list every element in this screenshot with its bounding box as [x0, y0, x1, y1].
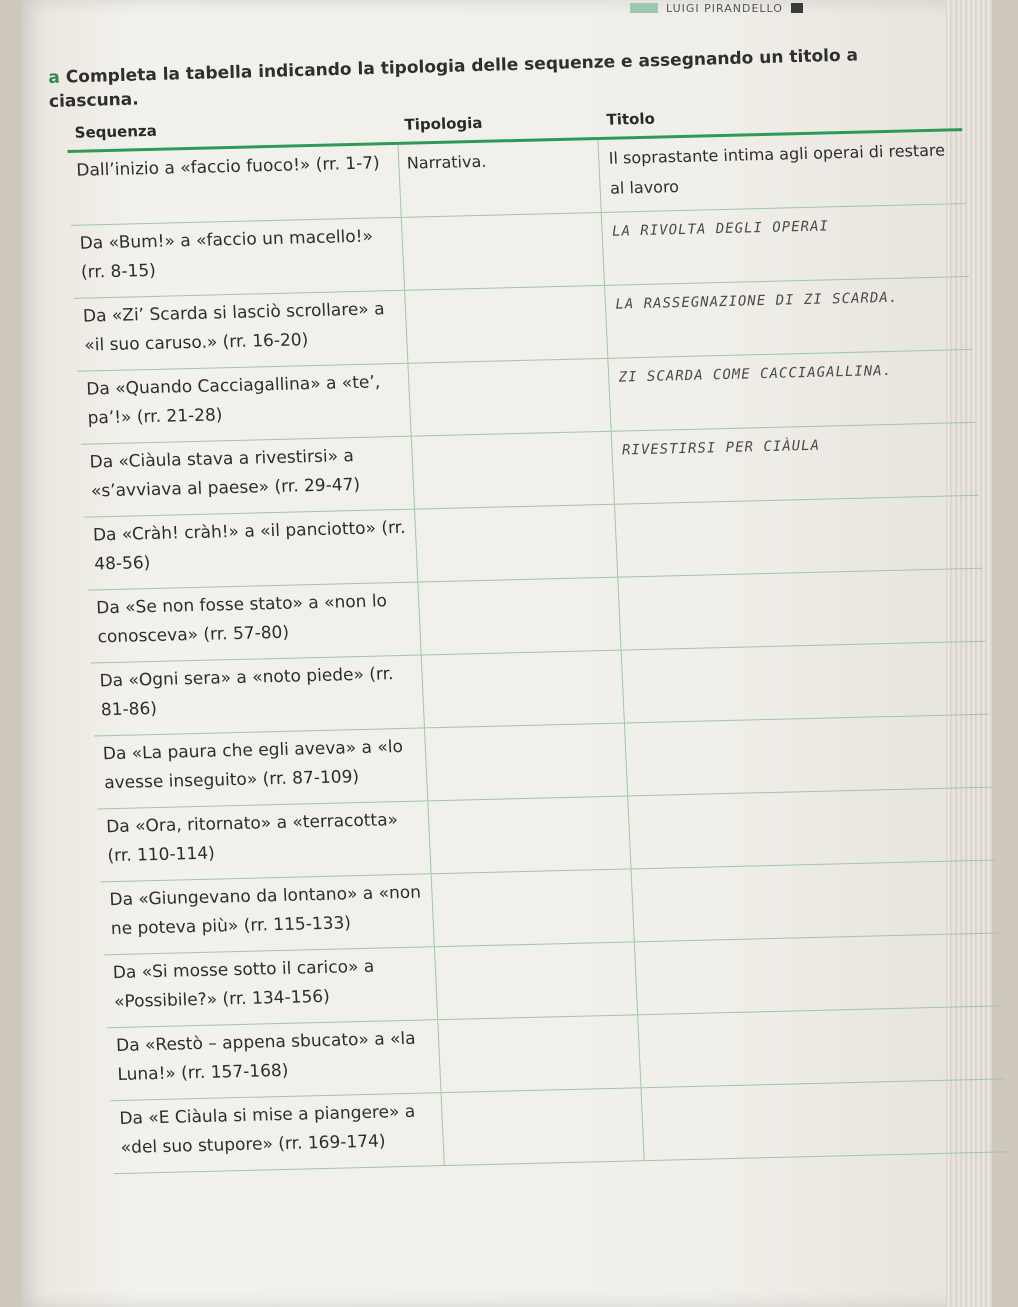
title-text: Il soprastante intima agli operai di restare al lavoro — [608, 140, 946, 198]
sequence-cell: Da «Ora, ritornato» a «terracotta» (rr. 110-114) — [97, 801, 430, 882]
handwritten-title: LA RIVOLTA DEGLI OPERAI — [611, 218, 830, 240]
title-cell[interactable] — [607, 349, 975, 431]
sequence-cell: Da «Quando Cacciagallina» a «te’, pa’!» (rr. 21-28) — [78, 363, 411, 444]
title-cell[interactable] — [611, 422, 979, 504]
sequence-cell: Da «E Ciàula si mise a piangere» a «del suo stupore» (rr. 169-174) — [111, 1093, 444, 1174]
title-cell[interactable] — [601, 204, 969, 286]
type-cell[interactable] — [404, 285, 607, 363]
header-sequence: Sequenza — [66, 110, 397, 152]
title-cell[interactable] — [624, 714, 992, 796]
type-cell[interactable] — [417, 577, 620, 655]
title-cell[interactable] — [627, 787, 995, 869]
running-header-author: LUIGI PIRANDELLO — [666, 1, 783, 15]
sequence-cell: Da «La paura che egli aveva» a «lo avesse inseguito» (rr. 87-109) — [94, 728, 427, 809]
title-cell[interactable] — [597, 130, 965, 213]
title-cell[interactable] — [640, 1079, 1008, 1161]
type-cell[interactable] — [437, 1015, 640, 1093]
title-cell[interactable] — [621, 641, 989, 723]
header-type: Tipologia — [396, 105, 597, 143]
sequence-cell: Da «Se non fosse stato» a «non lo conosceva» (rr. 57-80) — [87, 582, 420, 663]
exercise-letter: a — [48, 67, 61, 88]
sequence-cell: Da «Ogni sera» a «noto piede» (rr. 81-86) — [91, 655, 424, 736]
type-cell[interactable] — [441, 1088, 644, 1166]
type-cell[interactable] — [424, 723, 627, 801]
header-title: Titolo — [596, 96, 962, 138]
type-cell[interactable] — [401, 212, 604, 290]
sequence-cell: Da «Restò – appena sbucato» a «la Luna!» (rr. 157-168) — [107, 1020, 440, 1101]
type-cell[interactable] — [434, 942, 637, 1020]
type-cell[interactable] — [427, 796, 630, 874]
sequence-cell: Da «Bum!» a «faccio un macello!» (rr. 8-15) — [71, 217, 404, 298]
handwritten-title: ZI SCARDA COME CACCIAGALLINA. — [618, 362, 893, 386]
sequence-table-wrapper — [66, 96, 1009, 1174]
handwritten-title: RIVESTIRSI PER CIÀULA — [621, 437, 821, 459]
sequence-cell: Da «Cràh! cràh!» a «il panciotto» (rr. 48-56) — [84, 509, 417, 590]
title-cell[interactable] — [614, 495, 982, 577]
type-cell[interactable] — [421, 650, 624, 728]
type-text: Narrativa. — [406, 151, 487, 173]
sequence-table — [66, 96, 1009, 1174]
running-header — [630, 0, 1018, 16]
instruction-text: Completa la tabella indicando la tipologia delle sequenze e assegnando un titolo a ciascuna. — [48, 45, 859, 112]
sequence-cell: Da «Ciàula stava a rivestirsi» a «s’avviava al paese» (rr. 29-47) — [81, 436, 414, 517]
sequence-cell: Dall’inizio a «faccio fuoco!» (rr. 1-7) — [68, 143, 401, 225]
type-cell[interactable] — [407, 358, 610, 436]
sequence-cell: Da «Giungevano da lontano» a «non ne poteva più» (rr. 115-133) — [101, 874, 434, 955]
type-cell[interactable] — [397, 139, 600, 218]
title-cell[interactable] — [631, 860, 999, 942]
type-cell[interactable] — [431, 869, 634, 947]
header-marker — [791, 3, 803, 13]
title-cell[interactable] — [637, 1006, 1005, 1088]
title-cell[interactable] — [617, 568, 985, 650]
type-cell[interactable] — [414, 504, 617, 582]
header-green-bar — [630, 3, 658, 13]
handwritten-title: LA RASSEGNAZIONE DI ZI SCARDA. — [615, 289, 899, 313]
sequence-cell: Da «Si mosse sotto il carico» a «Possibile?» (rr. 134-156) — [104, 947, 437, 1028]
title-cell[interactable] — [634, 933, 1002, 1015]
sequence-cell: Da «Zi’ Scarda si lasciò scrollare» a «il suo caruso.» (rr. 16-20) — [74, 290, 407, 371]
title-cell[interactable] — [604, 276, 972, 358]
type-cell[interactable] — [411, 431, 614, 509]
